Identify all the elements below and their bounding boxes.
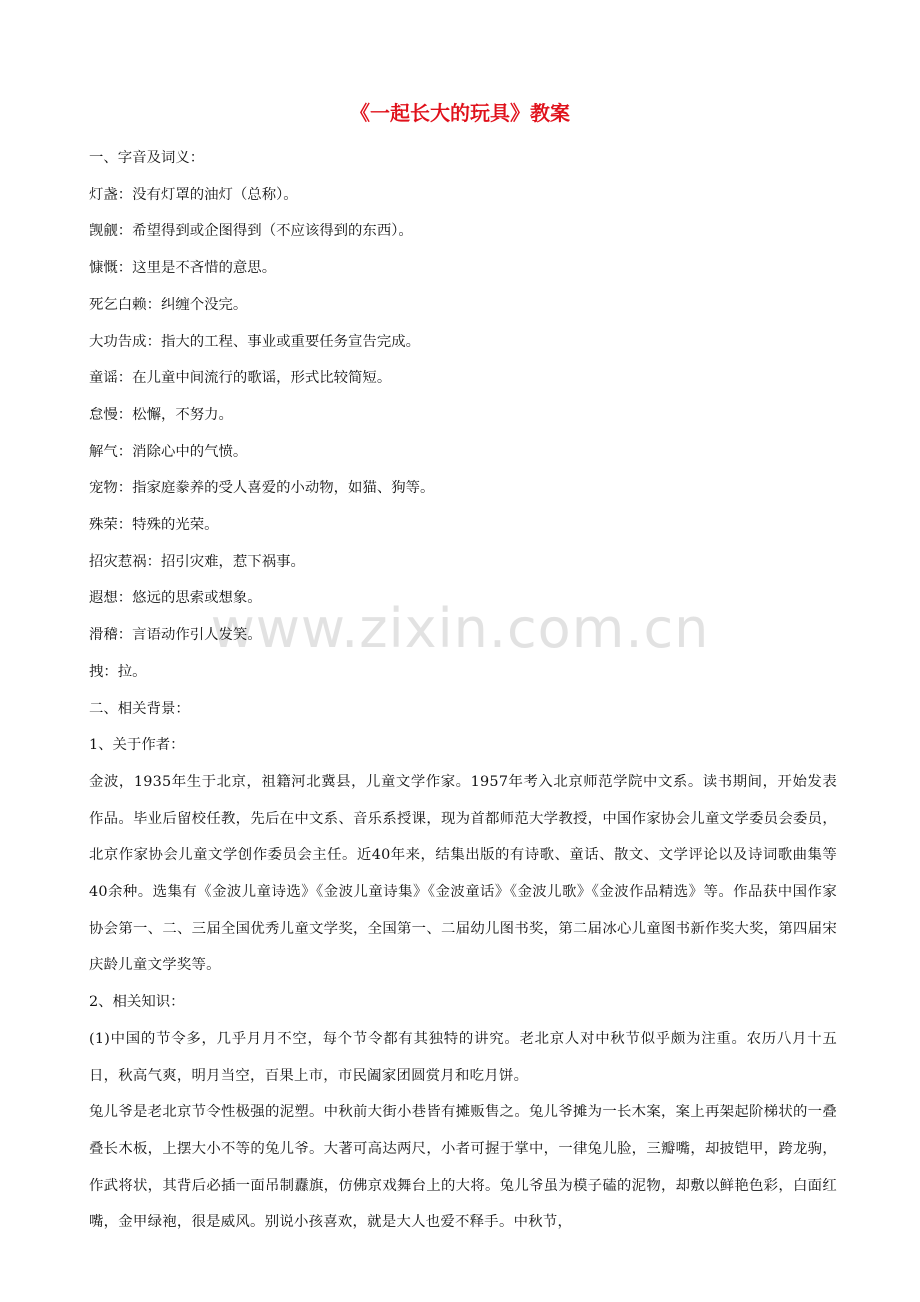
vocab-item: 招灾惹祸：招引灾难，惹下祸事。 [89,553,305,570]
section-heading-vocab: 一、字音及词义： [89,150,205,166]
vocab-item: 童谣：在儿童中间流行的歌谣，形式比较简短。 [89,370,392,387]
vocab-item: 觊觎：希望得到或企图得到（不应该得到的东西）。 [89,223,413,240]
vocab-item: 灯盏：没有灯罩的油灯（总称）。 [89,186,298,203]
section-heading-background: 二、相关背景： [89,700,190,717]
vocab-item: 宠物：指家庭豢养的受人喜爱的小动物，如猫、狗等。 [89,480,435,497]
knowledge-paragraph: 兔儿爷是老北京节令性极强的泥塑。中秋前大街小巷皆有摊贩售之。兔儿爷摊为一长木案，案上再架起阶梯状的一叠叠长木板，上摆大小不等的兔儿爷。大著可高达两尺，小者可握于掌中，一律兔儿脸，三瓣嘴，却披铠甲，跨龙驹，作武将状，其背后必插一面吊制纛旗，仿佛京戏舞台上的大将。兔儿爷虽为模子磕的泥物，却敷以鲜艳色彩，白面红嘴，金甲绿袍，很是威风。别说小孩喜欢，就是大人也爱不释手。中秋节， [89,1104,837,1231]
vocab-item: 怠慢：松懈，不努力。 [89,406,233,423]
document-title: 《一起长大的玩具》教案 [350,101,570,125]
vocab-item: 拽：拉。 [89,663,147,680]
vocab-item: 大功告成：指大的工程、事业或重要任务宣告完成。 [89,333,420,350]
vocab-item: 遐想：悠远的思索或想象。 [89,590,262,607]
vocab-item: 死乞白赖：纠缠个没完。 [89,296,248,313]
vocab-item: 解气：消除心中的气愤。 [89,443,248,460]
author-paragraph: 金波，1935年生于北京，祖籍河北冀县，儿童文学作家。1957年考入北京师范学院中文系。读书期间，开始发表作品。毕业后留校任教，先后在中文系、音乐系授课，现为首都师范大学教授，中国作家协会儿童文学委员会委员，北京作家协会儿童文学创作委员会主任。近40年来，结集出版的有诗歌、童话、散文、文学评论以及诗词歌曲集等40余种。选集有《金波儿童诗选》《金波儿童诗集》《金波童话》《金波儿歌》《金波作品精选》等。作品获中国作家协会第一、二、三届全国优秀儿童文学奖，全国第一、二届幼儿图书奖，第二届冰心儿童图书新作奖大奖，第四届宋庆龄儿童文学奖等。 [89,773,837,974]
subsection-heading-author: 1、关于作者： [89,737,185,754]
vocab-item: 殊荣：特殊的光荣。 [89,517,219,534]
vocab-item: 慷慨：这里是不吝惜的意思。 [89,260,277,277]
vocab-item: 滑稽：言语动作引人发笑。 [89,627,262,644]
knowledge-paragraph: (1)中国的节令多，几乎月月不空，每个节令都有其独特的讲究。老北京人对中秋节似乎颇为注重。农历八月十五日，秋高气爽，明月当空，百果上市，市民阖家团圆赏月和吃月饼。 [89,1030,837,1084]
subsection-heading-knowledge: 2、相关知识： [89,994,185,1011]
watermark: www.zixin.com.cn [210,597,710,660]
document-body [89,140,837,1241]
